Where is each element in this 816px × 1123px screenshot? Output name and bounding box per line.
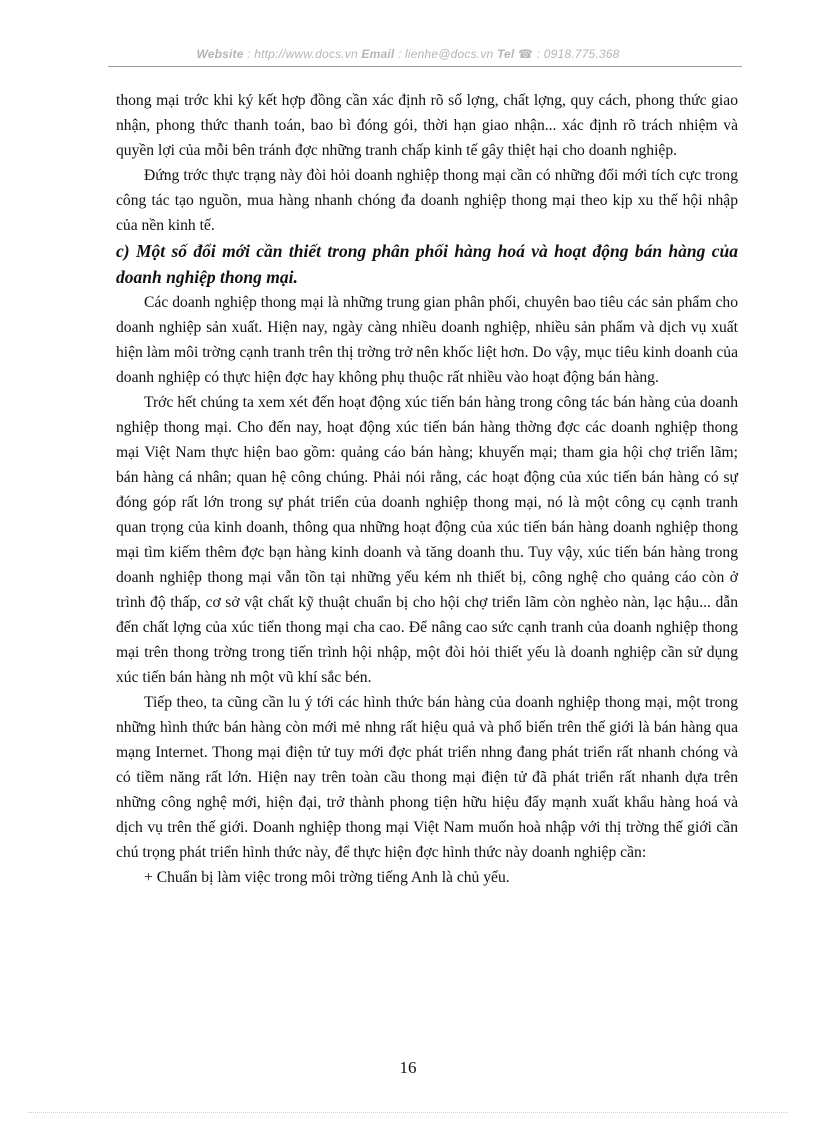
footer-divider — [28, 1112, 788, 1113]
paragraph-1: thong mại trớc khi ký kết hợp đồng cần xác định rõ số lợng, chất lợng, quy cách, phong thức giao nhận, phong thức thanh toán, bao bì đóng gói, thời hạn giao nhận... xác định rõ trách nhiệm và quyền lợi của mỗi bên tránh đợc những tranh chấp kinh tế gây thiệt hại cho doanh nghiệp. — [116, 92, 738, 159]
website-label: Website — [196, 47, 244, 61]
paragraph-3: Các doanh nghiệp thong mại là những trung gian phân phối, chuyên bao tiêu các sản phẩm cho doanh nghiệp sản xuất. Hiện nay, ngày càng nhiều doanh nghiệp, nhiều sản phẩm và dịch vụ xuất hiện làm môi trờng cạnh tranh trên thị trờng trở nên khốc liệt hơn. Do vậy, mục tiêu kinh doanh của doanh nghiệp có thực hiện đợc hay không phụ thuộc rất nhiều vào hoạt động bán hàng. — [116, 294, 738, 386]
paragraph-5: Tiếp theo, ta cũng cần lu ý tới các hình thức bán hàng của doanh nghiệp thong mại, một trong những hình thức bán hàng còn mới mẻ nhng rất hiệu quả và phổ biến trên thế giới là bán hàng qua mạng Internet. Thong mại điện tử tuy mới đợc phát triển nhng đang phát triển rất nhanh chóng và có tiềm năng rất lớn. Hiện nay trên toàn cầu thong mại điện tử đã phát triển rất nhanh dựa trên những công nghệ mới, hiện đại, trở thành phong tiện hữu hiệu đẩy mạnh xuất khẩu hàng hoá và dịch vụ trên thế giới. Doanh nghiệp thong mại Việt Nam muốn hoà nhập với thị trờng thế giới cần chú trọng phát triển hình thức này, để thực hiện đợc hình thức này doanh nghiệp cần: — [116, 694, 738, 861]
email-label: Email — [361, 47, 395, 61]
tel-value: ☎ : 0918.775.368 — [514, 47, 620, 61]
header-divider — [108, 66, 742, 67]
section-heading: c) Một số đổi mới cần thiết trong phân phối hàng hoá và hoạt động bán hàng của doanh nghiệp thong mại. — [116, 241, 738, 287]
page-number: 16 — [399, 1058, 417, 1077]
page-body — [116, 88, 738, 890]
paragraph-4: Trớc hết chúng ta xem xét đến hoạt động xúc tiến bán hàng trong công tác bán hàng của doanh nghiệp thong mại. Cho đến nay, hoạt động xúc tiến bán hàng thờng đợc các doanh nghiệp thong mại Việt Nam thực hiện bao gồm: quảng cáo bán hàng; khuyến mại; tham gia hội chợ triển lãm; bán hàng cá nhân; quan hệ công chúng. Phải nói rằng, các hoạt động của xúc tiến bán hàng có sự đóng góp rất lớn trong sự phát triển của doanh nghiệp thong mại, nó là một công cụ cạnh tranh quan trọng của kinh doanh, thông qua những hoạt động của xúc tiến bán hàng doanh nghiệp thong mại tìm kiếm thêm đợc bạn hàng kinh doanh và tăng doanh thu. Tuy vậy, xúc tiến bán hàng trong doanh nghiệp thong mại vẫn tồn tại những yếu kém nh thiết bị, công nghệ cho quảng cáo còn ở trình độ thấp, cơ sở vật chất kỹ thuật chuẩn bị cho hội chợ triển lãm còn nghèo nàn, lạc hậu... dẫn đến chất lợng của xúc tiến thong mại cha cao. Để nâng cao sức cạnh tranh của doanh nghiệp thong mại trên thong trờng trong tiến trình hội nhập, một đòi hỏi thiết yếu là doanh nghiệp cần sử dụng xúc tiến bán hàng nh một vũ khí sắc bén. — [116, 394, 738, 686]
website-value: : http://www.docs.vn — [243, 47, 362, 61]
email-value: : lienhe@docs.vn — [394, 47, 497, 61]
page-header — [0, 47, 816, 61]
paragraph-2: Đứng trớc thực trạng này đòi hỏi doanh nghiệp thong mại cần có những đổi mới tích cực trong công tác tạo nguồn, mua hàng nhanh chóng đa doanh nghiệp thong mại theo kịp xu thế hội nhập của nền kinh tế. — [116, 167, 738, 234]
tel-label: Tel — [496, 47, 515, 61]
paragraph-6: + Chuẩn bị làm việc trong môi trờng tiếng Anh là chủ yếu. — [144, 869, 510, 886]
